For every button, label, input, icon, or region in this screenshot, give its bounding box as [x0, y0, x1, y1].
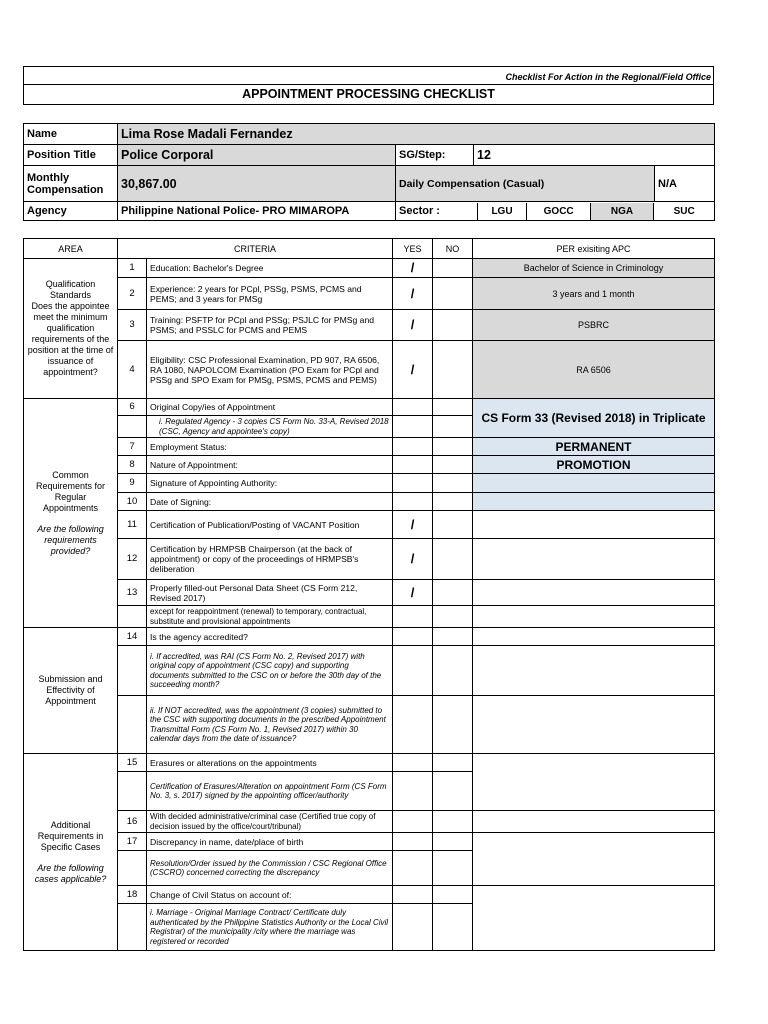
- position-value: Police Corporal: [118, 145, 396, 166]
- yes-mark: /: [393, 278, 433, 310]
- yes-mark: [393, 772, 433, 811]
- criteria-text: Nature of Appointment:: [147, 456, 393, 474]
- apc-value: [473, 833, 715, 886]
- apc-value: CS Form 33 (Revised 2018) in Triplicate: [473, 399, 715, 438]
- sg-step-value: 12: [474, 145, 715, 166]
- table-row: [24, 606, 715, 628]
- criteria-text: Change of Civil Status on account of:: [147, 886, 393, 904]
- yes-mark: [393, 628, 433, 646]
- row-number: 7: [118, 438, 147, 456]
- table-row: [24, 493, 715, 511]
- no-mark: [433, 628, 473, 646]
- no-mark: [433, 416, 473, 438]
- row-number: [118, 696, 147, 754]
- yes-mark: [393, 696, 433, 754]
- no-mark: [433, 259, 473, 278]
- apc-value: [473, 811, 715, 833]
- table-row: [24, 456, 715, 474]
- no-mark: [433, 696, 473, 754]
- yes-mark: /: [393, 341, 433, 399]
- row-number: 4: [118, 341, 147, 399]
- table-row: [24, 341, 715, 399]
- no-mark: [433, 646, 473, 696]
- row-number: 9: [118, 474, 147, 493]
- table-row: [24, 646, 715, 696]
- no-mark: [433, 851, 473, 886]
- sector-cell: [396, 202, 715, 221]
- apc-value: PSBRC: [473, 310, 715, 341]
- sector-nga: NGA: [590, 203, 653, 220]
- no-mark: [433, 754, 473, 772]
- yes-mark: /: [393, 580, 433, 606]
- criteria-subtext: i. Regulated Agency - 3 copies CS Form No. 33-A, Revised 2018 (CSC, Agency and appointee's copy): [147, 416, 393, 438]
- apc-value: [473, 474, 715, 493]
- no-mark: [433, 474, 473, 493]
- table-row: [24, 580, 715, 606]
- col-apc: PER exisiting APC: [473, 239, 715, 259]
- criteria-text: Erasures or alterations on the appointments: [147, 754, 393, 772]
- criteria-text: With decided administrative/criminal case (Certified true copy of decision issued by the office/court/tribunal): [147, 811, 393, 833]
- yes-mark: [393, 493, 433, 511]
- table-row: [24, 754, 715, 772]
- no-mark: [433, 341, 473, 399]
- area-common-question: Are the following requirements provided?: [37, 523, 104, 556]
- yes-mark: [393, 416, 433, 438]
- agency-value: Philippine National Police- PRO MIMAROPA: [118, 202, 396, 221]
- yes-mark: [393, 606, 433, 628]
- yes-mark: /: [393, 310, 433, 341]
- apc-value: PERMANENT: [473, 438, 715, 456]
- yes-mark: /: [393, 511, 433, 539]
- no-mark: [433, 511, 473, 539]
- area-additional: [24, 754, 118, 951]
- area-submission: Submission and Effectivity of Appointment: [24, 628, 118, 754]
- no-mark: [433, 310, 473, 341]
- criteria-text: Employment Status:: [147, 438, 393, 456]
- apc-value: [473, 580, 715, 606]
- area-additional-title: Additional Requirements in Specific Cases: [37, 819, 104, 852]
- row-number: 2: [118, 278, 147, 310]
- apc-value: [473, 646, 715, 696]
- daily-comp-value: N/A: [655, 166, 715, 202]
- yes-mark: /: [393, 259, 433, 278]
- row-number: [118, 904, 147, 951]
- row-number: [118, 646, 147, 696]
- area-qualification-title: Qualification Standards: [45, 279, 96, 300]
- row-number: 10: [118, 493, 147, 511]
- no-mark: [433, 539, 473, 580]
- table-row: [24, 438, 715, 456]
- yes-mark: /: [393, 539, 433, 580]
- no-mark: [433, 606, 473, 628]
- no-mark: [433, 772, 473, 811]
- no-mark: [433, 456, 473, 474]
- col-no: NO: [433, 239, 473, 259]
- no-mark: [433, 833, 473, 851]
- row-number: 1: [118, 259, 147, 278]
- table-row: [24, 628, 715, 646]
- table-row: [24, 811, 715, 833]
- yes-mark: [393, 399, 433, 416]
- sector-gocc: GOCC: [527, 203, 590, 220]
- row-number: [118, 772, 147, 811]
- row-number: 18: [118, 886, 147, 904]
- criteria-subtext: i. If accredited, was RAI (CS Form No. 2, Revised 2017) with original copy of appointment (CSC copy) and supporting documents submitted to the CSC on or before the 30th day of the succeeding month?: [147, 646, 393, 696]
- apc-value: Bachelor of Science in Criminology: [473, 259, 715, 278]
- no-mark: [433, 278, 473, 310]
- criteria-text: Experience: 2 years for PCpl, PSSg, PSMS, PCMS and PEMS; and 3 years for PMSg: [147, 278, 393, 310]
- criteria-text: Certification by HRMPSB Chairperson (at the back of appointment) or copy of the proceedings of HRMPSB's deliberation: [147, 539, 393, 580]
- apc-value: [473, 628, 715, 646]
- sector-suc: SUC: [673, 205, 695, 217]
- area-additional-question: Are the following cases applicable?: [34, 862, 107, 884]
- checklist-table: [23, 238, 715, 951]
- criteria-text: Original Copy/ies of Appointment: [147, 399, 393, 416]
- col-area: AREA: [24, 239, 118, 259]
- apc-value: [473, 539, 715, 580]
- row-number: 12: [118, 539, 147, 580]
- col-criteria: CRITERIA: [118, 239, 393, 259]
- criteria-text: Certification of Publication/Posting of VACANT Position: [147, 511, 393, 539]
- yes-mark: [393, 456, 433, 474]
- position-label: Position Title: [24, 145, 118, 166]
- apc-value: [473, 493, 715, 511]
- row-number: 17: [118, 833, 147, 851]
- checklist-title-box: [23, 84, 714, 105]
- name-value: Lima Rose Madali Fernandez: [118, 124, 715, 145]
- no-mark: [433, 580, 473, 606]
- agency-label: Agency: [24, 202, 118, 221]
- table-row: [24, 399, 715, 416]
- apc-value: [473, 754, 715, 811]
- checklist-subtitle-box: [23, 66, 714, 85]
- row-number: [118, 416, 147, 438]
- no-mark: [433, 438, 473, 456]
- apc-value: RA 6506: [473, 341, 715, 399]
- area-common-title: Common Requirements for Regular Appointments: [35, 469, 106, 513]
- sector-lgu: LGU: [477, 203, 527, 220]
- no-mark: [433, 811, 473, 833]
- area-qualification-question: Does the appointee meet the minimum qualification requirements of the position at the time of issuance of appointment?: [27, 301, 114, 377]
- row-number: 14: [118, 628, 147, 646]
- page-title: APPOINTMENT PROCESSING CHECKLIST: [242, 87, 495, 101]
- col-yes: YES: [393, 239, 433, 259]
- row-number: [118, 851, 147, 886]
- apc-value: [473, 696, 715, 754]
- criteria-text: Training: PSFTP for PCpl and PSSg; PSJLC for PMSg and PSMS; and PSSLC for PCMS and PEMS: [147, 310, 393, 341]
- criteria-text: Is the agency accredited?: [147, 628, 393, 646]
- row-number: 6: [118, 399, 147, 416]
- criteria-subtext: except for reappointment (renewal) to temporary, contractual, substitute and provisional appointments: [147, 606, 393, 628]
- criteria-subtext: Certification of Erasures/Alteration on appointment Form (CS Form No. 3, s. 2017) signed by the appointing officer/authority: [147, 772, 393, 811]
- table-row: [24, 278, 715, 310]
- sector-label: Sector :: [396, 203, 477, 220]
- table-row: [24, 310, 715, 341]
- row-number: 16: [118, 811, 147, 833]
- yes-mark: [393, 646, 433, 696]
- monthly-comp-label: Monthly Compensation: [24, 166, 118, 202]
- no-mark: [433, 886, 473, 904]
- criteria-text: Discrepancy in name, date/place of birth: [147, 833, 393, 851]
- yes-mark: [393, 833, 433, 851]
- sg-step-label: SG/Step:: [396, 145, 474, 166]
- apc-value: PROMOTION: [473, 456, 715, 474]
- yes-mark: [393, 474, 433, 493]
- table-row: [24, 474, 715, 493]
- yes-mark: [393, 438, 433, 456]
- row-number: 11: [118, 511, 147, 539]
- area-qualification: [24, 259, 118, 399]
- table-row: [24, 696, 715, 754]
- no-mark: [433, 399, 473, 416]
- row-number: 8: [118, 456, 147, 474]
- monthly-comp-value: 30,867.00: [118, 166, 396, 202]
- apc-value: 3 years and 1 month: [473, 278, 715, 310]
- row-number: 3: [118, 310, 147, 341]
- criteria-text: Date of Signing:: [147, 493, 393, 511]
- criteria-subtext: ii. If NOT accredited, was the appointment (3 copies) submitted to the CSC with supporting documents in the prescribed Appointment Transmittal Form (CS Form No. 1, Revised 2017) within 30 calendar days from the date of issuance?: [147, 696, 393, 754]
- criteria-text: Eligibility: CSC Professional Examination, PD 907, RA 6506, RA 1080, NAPOLCOM Examination (PO Exam for PCpl and PSSg and SPO Exam for PMSg, PSMS, PCMS and PEMS): [147, 341, 393, 399]
- row-number: 15: [118, 754, 147, 772]
- header-row: [24, 239, 715, 259]
- criteria-text: Education: Bachelor's Degree: [147, 259, 393, 278]
- criteria-subtext: i. Marriage - Original Marriage Contract/ Certificate duly authenticated by the Philippine Statistics Authority or the Local Civil Registrar) of the municipality /city where the marriage was registered or recorded: [147, 904, 393, 951]
- area-common: [24, 399, 118, 628]
- no-mark: [433, 493, 473, 511]
- criteria-text: Properly filled-out Personal Data Sheet (CS Form 212, Revised 2017): [147, 580, 393, 606]
- no-mark: [433, 904, 473, 951]
- criteria-subtext: Resolution/Order issued by the Commission / CSC Regional Office (CSCRO) concerned correcting the discrepancy: [147, 851, 393, 886]
- yes-mark: [393, 754, 433, 772]
- daily-comp-label: Daily Compensation (Casual): [396, 166, 655, 202]
- apc-value: [473, 511, 715, 539]
- table-row: [24, 886, 715, 904]
- checklist-subtitle: Checklist For Action in the Regional/Field Office: [505, 72, 711, 82]
- name-label: Name: [24, 124, 118, 145]
- table-row: [24, 539, 715, 580]
- criteria-text: Signature of Appointing Authority:: [147, 474, 393, 493]
- table-row: [24, 511, 715, 539]
- yes-mark: [393, 904, 433, 951]
- appointee-info-table: [23, 123, 715, 221]
- yes-mark: [393, 811, 433, 833]
- apc-value: [473, 606, 715, 628]
- table-row: [24, 833, 715, 851]
- yes-mark: [393, 886, 433, 904]
- row-number: [118, 606, 147, 628]
- row-number: 13: [118, 580, 147, 606]
- table-row: [24, 259, 715, 278]
- apc-value: [473, 886, 715, 951]
- yes-mark: [393, 851, 433, 886]
